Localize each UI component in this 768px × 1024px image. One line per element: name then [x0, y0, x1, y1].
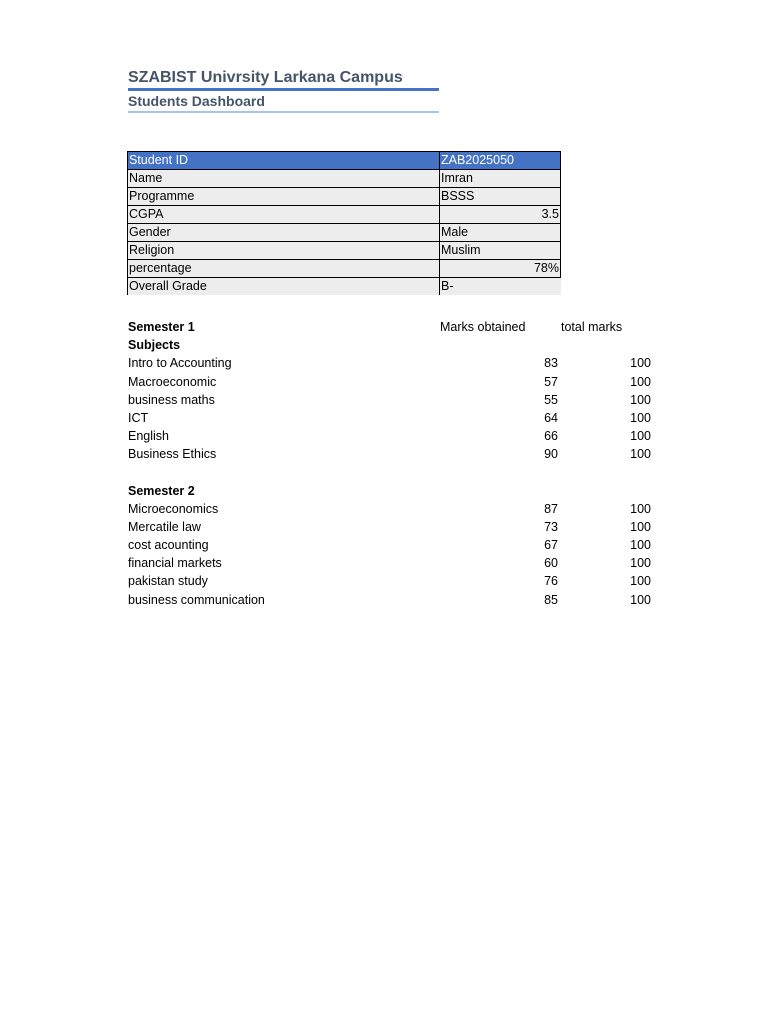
subject-total: 100: [630, 375, 651, 389]
subject-total: 100: [630, 429, 651, 443]
subject-total: 100: [630, 538, 651, 552]
subject-marks: 64: [544, 411, 558, 425]
cgpa-label: CGPA: [128, 206, 440, 224]
grade-label: Overall Grade: [128, 278, 440, 296]
subject-name: business communication: [128, 593, 265, 607]
subject-row: [128, 409, 658, 427]
religion-row: [128, 242, 561, 260]
semester1-header-row: [128, 318, 658, 336]
subject-marks: 60: [544, 556, 558, 570]
subject-name: Mercatile law: [128, 520, 201, 534]
grade-row: [128, 278, 561, 296]
semester2-title: Semester 2: [128, 484, 195, 498]
semester1-title: Semester 1: [128, 320, 195, 334]
gender-value: Male: [440, 224, 561, 242]
subject-marks: 67: [544, 538, 558, 552]
marks-obtained-header: Marks obtained: [440, 320, 526, 334]
subject-row: [128, 554, 658, 572]
student-info-table: [127, 151, 561, 295]
programme-label: Programme: [128, 188, 440, 206]
subject-name: ICT: [128, 411, 149, 425]
programme-row: [128, 188, 561, 206]
subject-total: 100: [630, 593, 651, 607]
subject-total: 100: [630, 411, 651, 425]
total-marks-header: total marks: [561, 320, 623, 334]
grade-value: B-: [440, 278, 561, 296]
subject-name: Business Ethics: [128, 447, 217, 461]
subject-total: 100: [630, 502, 651, 516]
subject-row: [128, 354, 658, 372]
percentage-row: [128, 260, 561, 278]
subject-name: pakistan study: [128, 574, 208, 588]
subject-name: Macroeconomic: [128, 375, 217, 389]
subject-row: [128, 373, 658, 391]
student-id-value: ZAB2025050: [440, 152, 561, 170]
name-row: [128, 170, 561, 188]
page-subtitle: Students Dashboard: [128, 92, 439, 113]
subject-total: 100: [630, 356, 651, 370]
subject-row: [128, 591, 658, 609]
student-id-label: Student ID: [128, 152, 440, 170]
subject-name: financial markets: [128, 556, 222, 570]
cgpa-value: 3.5: [440, 206, 561, 224]
subject-marks: 90: [544, 447, 558, 461]
name-label: Name: [128, 170, 440, 188]
subject-row: [128, 445, 658, 463]
gender-label: Gender: [128, 224, 440, 242]
subject-marks: 55: [544, 393, 558, 407]
subject-total: 100: [630, 447, 651, 461]
subject-marks: 87: [544, 502, 558, 516]
subject-total: 100: [630, 574, 651, 588]
religion-value: Muslim: [440, 242, 561, 260]
gender-row: [128, 224, 561, 242]
subject-total: 100: [630, 520, 651, 534]
subject-marks: 83: [544, 356, 558, 370]
religion-label: Religion: [128, 242, 440, 260]
subject-total: 100: [630, 393, 651, 407]
semester2-header-row: [128, 482, 658, 500]
subject-row: [128, 518, 658, 536]
percentage-value: 78%: [440, 260, 561, 278]
subject-marks: 57: [544, 375, 558, 389]
subject-name: cost acounting: [128, 538, 209, 552]
programme-value: BSSS: [440, 188, 561, 206]
subject-row: [128, 572, 658, 590]
subject-name: business maths: [128, 393, 215, 407]
name-value: Imran: [440, 170, 561, 188]
percentage-label: percentage: [128, 260, 440, 278]
subject-total: 100: [630, 556, 651, 570]
subject-name: English: [128, 429, 169, 443]
subject-row: [128, 391, 658, 409]
subject-marks: 76: [544, 574, 558, 588]
subject-row: [128, 536, 658, 554]
page-title: SZABIST Univrsity Larkana Campus: [128, 67, 439, 91]
subject-name: Microeconomics: [128, 502, 219, 516]
cgpa-row: [128, 206, 561, 224]
subject-marks: 66: [544, 429, 558, 443]
subject-row: [128, 500, 658, 518]
subjects-header-row: [128, 336, 658, 354]
student-id-row: [128, 152, 561, 170]
subject-name: Intro to Accounting: [128, 356, 232, 370]
subject-marks: 73: [544, 520, 558, 534]
subjects-label: Subjects: [128, 338, 181, 352]
subject-row: [128, 427, 658, 445]
subject-marks: 85: [544, 593, 558, 607]
